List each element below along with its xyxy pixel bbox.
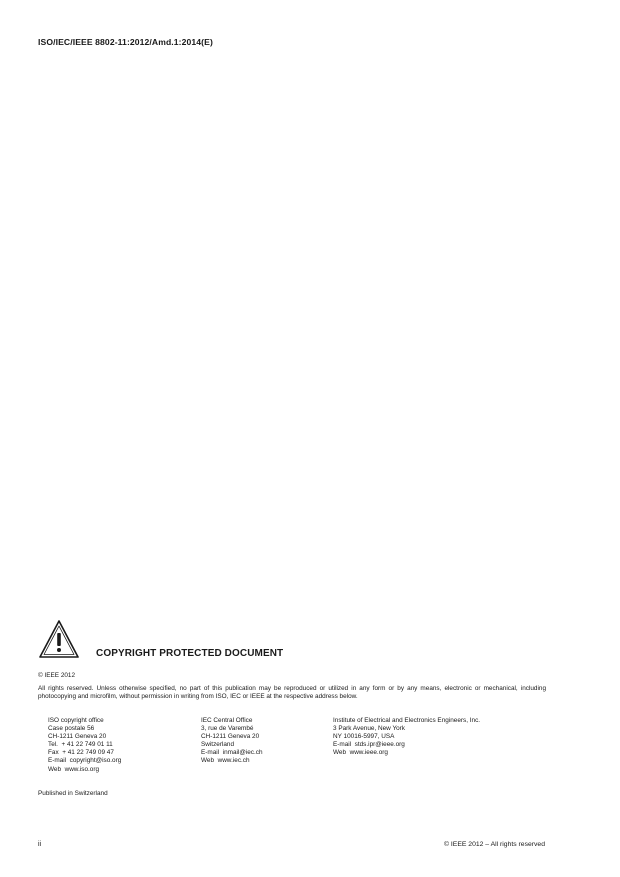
published-location: Published in Switzerland <box>38 790 108 797</box>
ieee-address-block <box>333 717 480 757</box>
address-line: CH-1211 Geneva 20 <box>48 733 107 741</box>
copyright-warning-title: COPYRIGHT PROTECTED DOCUMENT <box>96 648 284 659</box>
address-line: Web www.iso.org <box>48 765 100 773</box>
address-line: CH-1211 Geneva 20 <box>201 733 260 741</box>
address-line: Institute of Electrical and Electronics Engineers, Inc. <box>333 717 481 724</box>
address-line: ISO copyright office <box>48 717 104 724</box>
copyright-warning-block <box>38 619 558 661</box>
address-line: E-mail stds.ipr@ieee.org <box>333 741 405 749</box>
address-line: Tel. + 41 22 749 01 11 <box>48 741 113 749</box>
address-line: E-mail copyright@iso.org <box>48 757 122 765</box>
copyright-notice: © IEEE 2012 <box>38 672 76 679</box>
document-id-header: ISO/IEC/IEEE 8802-11:2012/Amd.1:2014(E) <box>38 37 213 47</box>
rights-paragraph: All rights reserved. Unless otherwise specified, no part of this publication may be reproduced or utilized in any form or by any means, electronic or mechanical, including photocopying and microfilm, without permission in writing from ISO, IEC or IEEE at the respective address below. <box>38 685 546 701</box>
iec-address-block <box>201 717 263 766</box>
address-line: Case postale 56 <box>48 725 95 733</box>
page-number: ii <box>38 841 42 848</box>
address-line: Switzerland <box>201 741 235 749</box>
address-line: NY 10016-5997, USA <box>333 733 395 741</box>
address-line: 3 Park Avenue, New York <box>333 725 405 733</box>
address-line: IEC Central Office <box>201 717 253 724</box>
address-line: E-mail inmail@iec.ch <box>201 749 263 757</box>
warning-triangle-icon <box>38 619 80 659</box>
footer-copyright: © IEEE 2012 – All rights reserved <box>444 841 545 848</box>
address-line: Web www.ieee.org <box>333 749 388 757</box>
address-line: Fax + 41 22 749 09 47 <box>48 749 114 757</box>
iso-address-block <box>48 717 121 774</box>
address-line: Web www.iec.ch <box>201 757 250 765</box>
address-line: 3, rue de Varembé <box>201 725 254 733</box>
